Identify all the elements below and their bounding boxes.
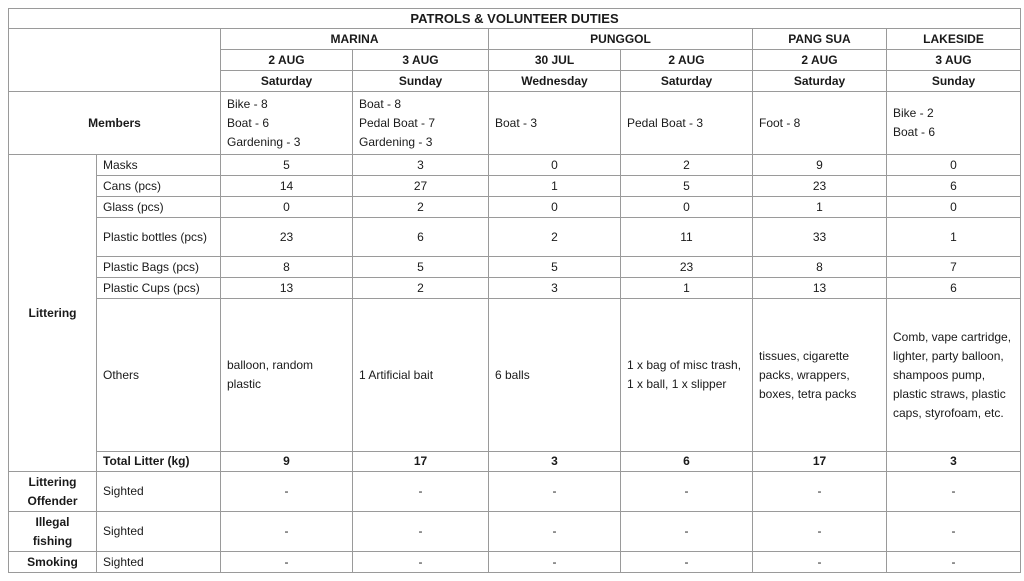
litter-value: 0 (221, 197, 353, 218)
members-label: Members (9, 92, 221, 155)
offender-row-illegal-fishing (9, 512, 1021, 552)
patrol-duties-table (8, 8, 1021, 573)
littering-row-others (9, 299, 1021, 452)
member-line: Foot - 8 (759, 115, 801, 130)
litter-value: 5 (353, 257, 489, 278)
member-line: Pedal Boat - 3 (627, 115, 704, 130)
sighted-value: - (489, 472, 621, 512)
others-cell: 1 Artificial bait (353, 299, 489, 452)
day-cell: Saturday (753, 71, 887, 92)
sighted-value: - (753, 552, 887, 573)
sighted-value: - (887, 552, 1021, 573)
date-cell: 3 AUG (353, 50, 489, 71)
litter-value: 3 (353, 155, 489, 176)
sighted-value: - (621, 512, 753, 552)
litter-value: 0 (489, 155, 621, 176)
member-line: Bike - 2 (893, 106, 934, 120)
litter-item-label: Glass (pcs) (97, 197, 221, 218)
littering-row-plastic-bottles (9, 218, 1021, 257)
sighted-value: - (621, 472, 753, 512)
litter-value: 8 (221, 257, 353, 278)
total-litter-value: 3 (887, 452, 1021, 472)
sighted-value: - (353, 512, 489, 552)
litter-value: 2 (353, 278, 489, 299)
members-cell (753, 92, 887, 155)
litter-item-label: Plastic bottles (pcs) (97, 218, 221, 257)
litter-value: 13 (753, 278, 887, 299)
sighted-value: - (489, 552, 621, 573)
members-cell (621, 92, 753, 155)
sighted-value: - (353, 552, 489, 573)
member-line: Boat - 3 (495, 115, 538, 130)
total-litter-value: 3 (489, 452, 621, 472)
others-cell: Comb, vape cartridge, lighter, party balloon, shampoos pump, plastic straws, plastic caps, styrofoam, etc. (887, 299, 1021, 452)
day-cell: Saturday (621, 71, 753, 92)
littering-category-label: Littering (9, 155, 97, 472)
day-cell: Wednesday (489, 71, 621, 92)
title-row (9, 9, 1021, 29)
litter-value: 27 (353, 176, 489, 197)
location-row (9, 29, 1021, 50)
litter-value: 6 (887, 176, 1021, 197)
total-litter-value: 17 (753, 452, 887, 472)
members-cell (489, 92, 621, 155)
day-cell: Saturday (221, 71, 353, 92)
total-litter-row (9, 452, 1021, 472)
offence-category-label: Smoking (9, 552, 97, 573)
littering-row-masks (9, 155, 1021, 176)
litter-item-label: Plastic Bags (pcs) (97, 257, 221, 278)
litter-value: 7 (887, 257, 1021, 278)
litter-value: 8 (753, 257, 887, 278)
date-cell: 3 AUG (887, 50, 1021, 71)
litter-value: 2 (353, 197, 489, 218)
sighted-value: - (753, 512, 887, 552)
header-blank-cell (9, 29, 221, 92)
litter-value: 3 (489, 278, 621, 299)
litter-value: 0 (887, 197, 1021, 218)
litter-item-label: Masks (97, 155, 221, 176)
member-line: Boat - 6 (227, 115, 270, 130)
sighted-label: Sighted (97, 472, 221, 512)
litter-value: 2 (489, 218, 621, 257)
date-cell: 2 AUG (753, 50, 887, 71)
sighted-value: - (887, 472, 1021, 512)
offence-category-label: Illegal fishing (9, 512, 97, 552)
members-cell (221, 92, 353, 155)
offence-category-label: Littering Offender (9, 472, 97, 512)
litter-value: 14 (221, 176, 353, 197)
litter-value: 9 (753, 155, 887, 176)
sighted-value: - (753, 472, 887, 512)
others-label: Others (97, 299, 221, 452)
litter-value: 33 (753, 218, 887, 257)
litter-value: 5 (489, 257, 621, 278)
location-header: PUNGGOL (489, 29, 753, 50)
sighted-value: - (221, 512, 353, 552)
member-line: Bike - 8 (227, 96, 268, 111)
location-header: PANG SUA (753, 29, 887, 50)
total-litter-value: 9 (221, 452, 353, 472)
litter-item-label: Cans (pcs) (97, 176, 221, 197)
litter-value: 6 (887, 278, 1021, 299)
others-cell: 1 x bag of misc trash, 1 x ball, 1 x slipper (621, 299, 753, 452)
litter-value: 6 (353, 218, 489, 257)
litter-value: 0 (621, 197, 753, 218)
sighted-value: - (489, 512, 621, 552)
sighted-value: - (353, 472, 489, 512)
date-cell: 2 AUG (621, 50, 753, 71)
litter-value: 1 (887, 218, 1021, 257)
day-cell: Sunday (353, 71, 489, 92)
total-litter-value: 6 (621, 452, 753, 472)
littering-row-cans (9, 176, 1021, 197)
member-line: Boat - 8 (359, 96, 402, 111)
litter-value: 5 (221, 155, 353, 176)
members-cell (353, 92, 489, 155)
date-cell: 2 AUG (221, 50, 353, 71)
others-cell: 6 balls (489, 299, 621, 452)
table-title: PATROLS & VOLUNTEER DUTIES (9, 9, 1021, 29)
offender-row-littering (9, 472, 1021, 512)
litter-value: 2 (621, 155, 753, 176)
litter-value: 0 (887, 155, 1021, 176)
litter-value: 13 (221, 278, 353, 299)
sighted-value: - (221, 552, 353, 573)
litter-value: 23 (621, 257, 753, 278)
littering-row-plastic-cups (9, 278, 1021, 299)
sighted-value: - (887, 512, 1021, 552)
litter-value: 23 (221, 218, 353, 257)
littering-row-glass (9, 197, 1021, 218)
others-cell: balloon, random plastic (221, 299, 353, 452)
litter-value: 23 (753, 176, 887, 197)
members-row (9, 92, 1021, 155)
litter-value: 1 (489, 176, 621, 197)
litter-value: 11 (621, 218, 753, 257)
litter-item-label: Plastic Cups (pcs) (97, 278, 221, 299)
litter-value: 1 (621, 278, 753, 299)
litter-value: 5 (621, 176, 753, 197)
others-cell: tissues, cigarette packs, wrappers, boxes, tetra packs (753, 299, 887, 452)
member-line: Gardening - 3 (359, 134, 433, 149)
total-litter-label: Total Litter (kg) (97, 452, 221, 472)
members-cell (887, 92, 1021, 155)
litter-value: 0 (489, 197, 621, 218)
member-line: Boat - 6 (893, 125, 936, 139)
sighted-value: - (621, 552, 753, 573)
litter-value: 1 (753, 197, 887, 218)
day-cell: Sunday (887, 71, 1021, 92)
littering-row-plastic-bags (9, 257, 1021, 278)
date-cell: 30 JUL (489, 50, 621, 71)
member-line: Gardening - 3 (227, 134, 301, 149)
location-header: LAKESIDE (887, 29, 1021, 50)
sighted-label: Sighted (97, 552, 221, 573)
total-litter-value: 17 (353, 452, 489, 472)
member-line: Pedal Boat - 7 (359, 115, 436, 130)
offender-row-smoking (9, 552, 1021, 573)
sighted-value: - (221, 472, 353, 512)
sighted-label: Sighted (97, 512, 221, 552)
location-header: MARINA (221, 29, 489, 50)
